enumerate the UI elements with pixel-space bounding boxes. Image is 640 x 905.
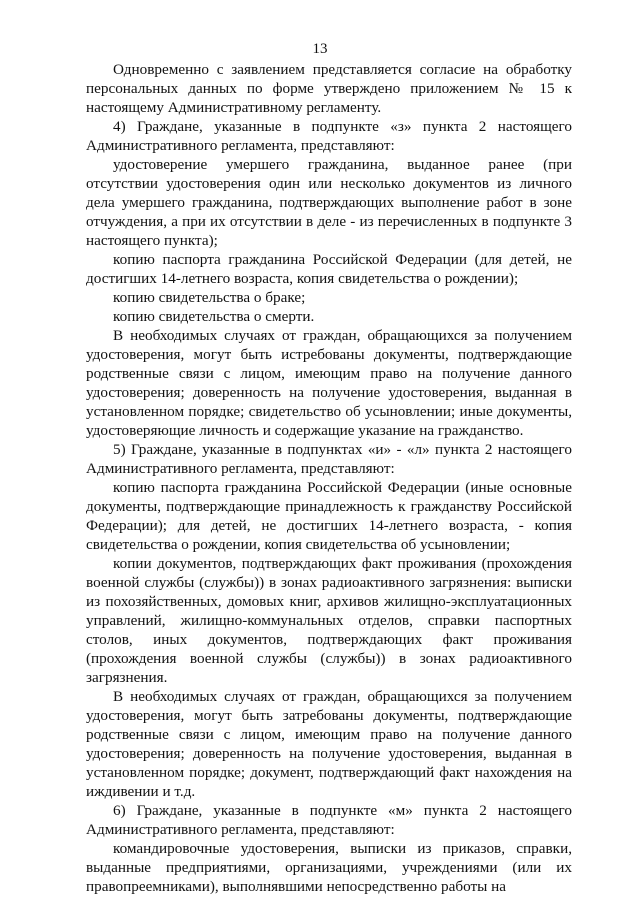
paragraph-item-6-header: 6) Граждане, указанные в подпункте «м» пункта 2 настоящего Административного регламента, представляют: xyxy=(86,802,572,838)
paragraph-item-5-additional: В необходимых случаях от граждан, обращающихся за получением удостоверения, могут быть затребованы документы, подтверждающие родственные связи с лицом, имеющим право на получение данного удостоверения; доверенность на получение удостоверения, выданная в установленном порядке; документ, подтверждающий факт нахождения на иждивении и т.д. xyxy=(86,688,572,800)
page-number: 13 xyxy=(312,41,328,57)
paragraph-item-4-death: копию свидетельства о смерти. xyxy=(113,308,315,325)
paragraph-item-4-marriage: копию свидетельства о браке; xyxy=(113,289,306,306)
paragraph-consent: Одновременно с заявлением представляется согласие на обработку персональных данных по форме утверждено приложением № 15 к настоящему Административному регламенту. xyxy=(86,61,572,116)
document-body xyxy=(86,60,572,896)
paragraph-item-4-additional: В необходимых случаях от граждан, обращающихся за получением удостоверения, могут быть истребованы документы, подтверждающие родственные связи с лицом, имеющим право на получение данного удостоверения; доверенность на получение удостоверения, выданная в установленном порядке; свидетельство об усыновлении; иные документы, удостоверяющие личность и содержащие указание на гражданство. xyxy=(86,327,572,439)
paragraph-item-5-header: 5) Граждане, указанные в подпунктах «и» - «л» пункта 2 настоящего Административного регламента, представляют: xyxy=(86,441,572,477)
paragraph-item-4-passport: копию паспорта гражданина Российской Федерации (для детей, не достигших 14-летнего возраста, копия свидетельства о рождении); xyxy=(86,251,572,287)
paragraph-item-5-passport: копию паспорта гражданина Российской Федерации (иные основные документы, подтверждающие принадлежность к гражданству Российской Федерации); для детей, не достигших 14-летнего возраста, - копия свидетельства о рождении, копия свидетельства об усыновлении; xyxy=(86,479,572,553)
paragraph-item-5-residence: копии документов, подтверждающих факт проживания (прохождения военной службы (службы)) в зонах радиоактивного загрязнения: выписки из похозяйственных, домовых книг, архивов жилищно-эксплуатационных управлений, жилищно-коммунальных отделов, справки паспортных столов, иных документов, подтверждающих факт проживания (прохождения военной службы (службы)) в зонах радиоактивного загрязнения. xyxy=(86,555,572,686)
paragraph-item-4-header: 4) Граждане, указанные в подпункте «з» пункта 2 настоящего Административного регламента, представляют: xyxy=(86,118,572,154)
paragraph-item-4-certificate: удостоверение умершего гражданина, выданное ранее (при отсутствии удостоверения один или несколько документов из личного дела умершего гражданина, подтверждающих выполнение работ в зоне отчуждения, а при их отсутствии в деле - из перечисленных в подпункте 3 настоящего пункта); xyxy=(86,156,572,249)
paragraph-item-6-documents: командировочные удостоверения, выписки из приказов, справки, выданные предприятиями, организациями, учреждениями (или их правопреемниками), выполнявшими непосредственно работы на xyxy=(86,840,572,895)
